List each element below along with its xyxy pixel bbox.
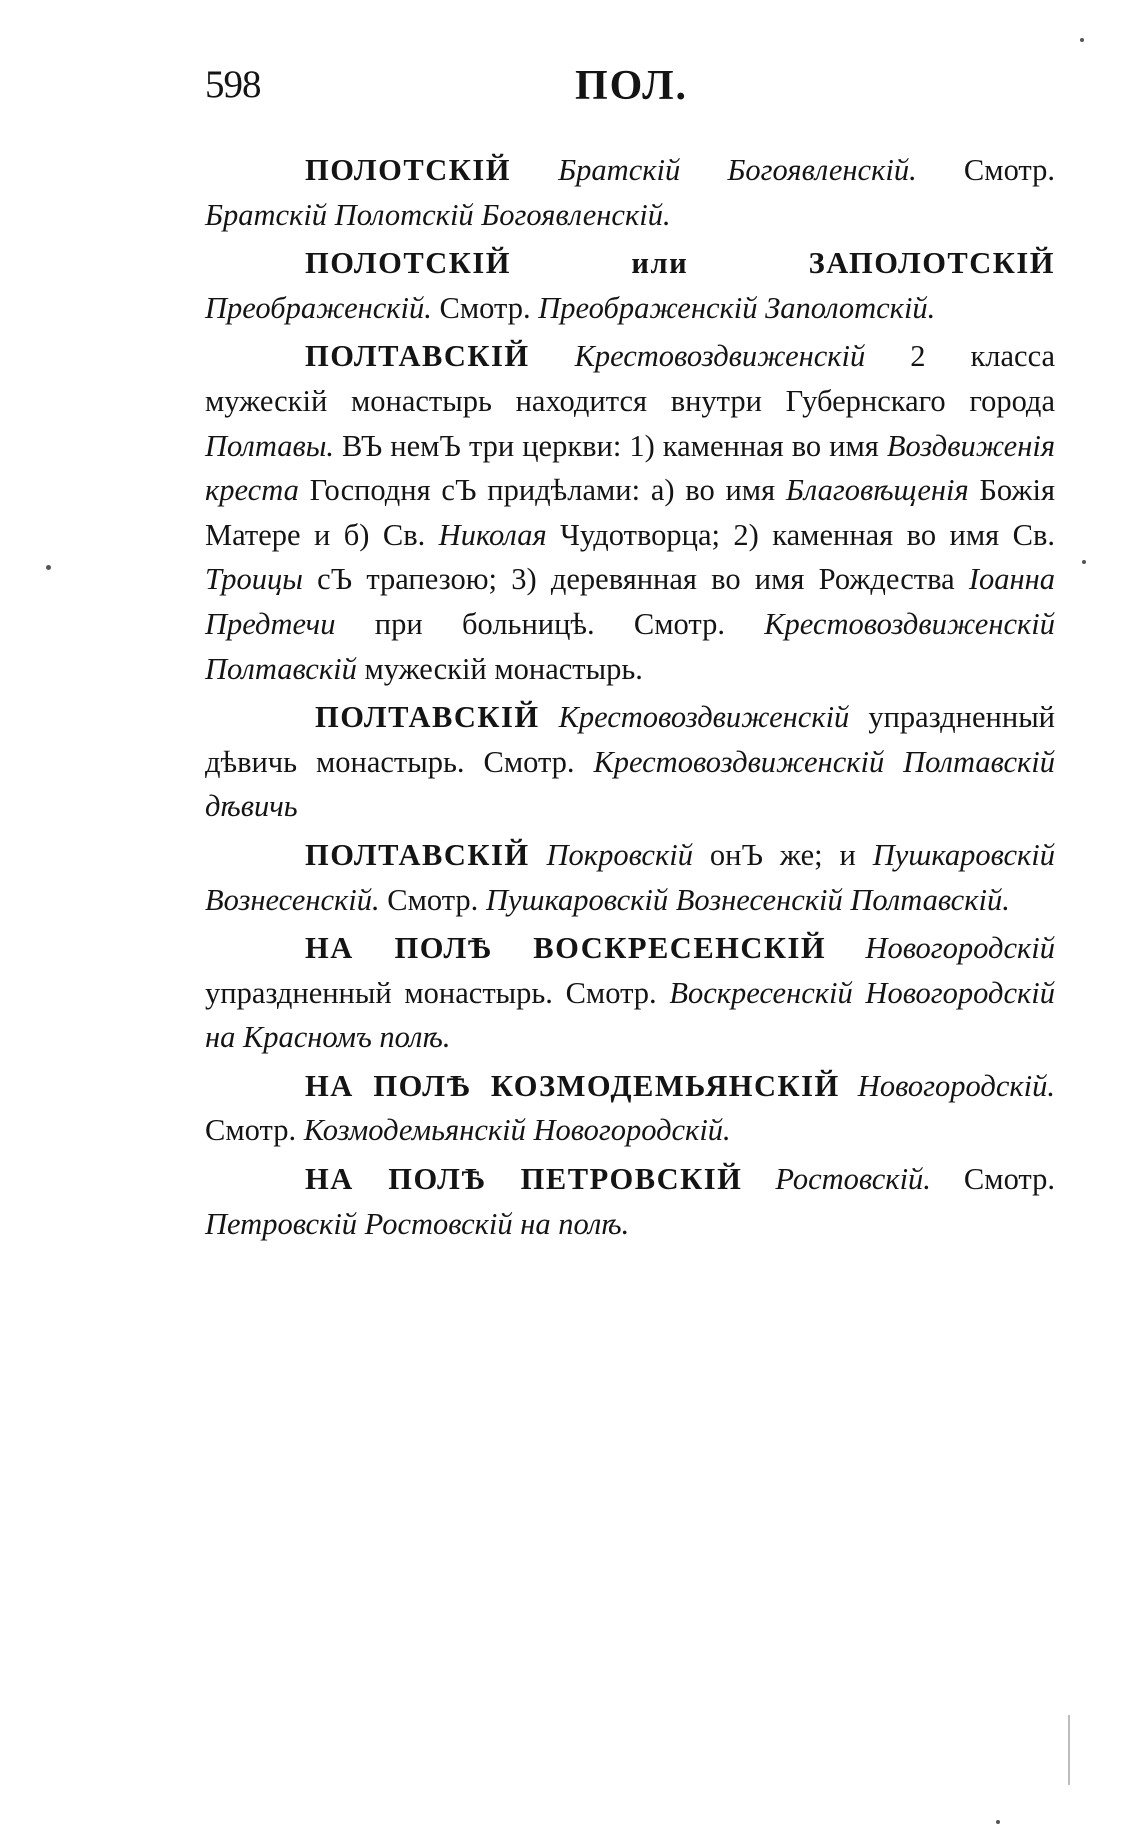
- entry-text-run: при больницѣ. Смотр.: [335, 606, 765, 641]
- entry-italic-run: Благовѣщенія: [785, 473, 969, 508]
- entry-cross-reference: Братскій Полотскій Богоявленскій.: [205, 197, 671, 232]
- entry-text-run: мужескій монастырь.: [356, 651, 643, 686]
- entry-poltavskiy-krestovozdvizhenskiy-male: [205, 334, 1055, 691]
- entry-text-run: Смотр.: [930, 1162, 1055, 1197]
- entry-text-run: сЪ трапезою; 3) деревянная во имя Рождества: [302, 562, 969, 597]
- entry-text-run: онЪ же; и: [692, 837, 873, 872]
- entry-headword: ПОЛТАВСКІЙ: [305, 837, 530, 872]
- entry-text-run: 2 класса мужескій монастырь находится внутри Губернскаго города: [205, 339, 1056, 418]
- entry-na-pole-petrovskiy: [205, 1157, 1055, 1246]
- entry-na-pole-voskresenskiy: [205, 926, 1055, 1060]
- entry-body: [205, 339, 1055, 685]
- page-header: [205, 62, 1030, 122]
- dictionary-entries: [205, 148, 1055, 1250]
- entry-italic-run: Воздвиженія креста: [205, 428, 1055, 508]
- entry-headword: ПОЛТАВСКІЙ: [315, 700, 540, 735]
- entry-cross-reference: Преображенскій Заполотскій.: [538, 290, 936, 325]
- entry-italic-run: Воскресенскій Новогородскій на Красномъ полѣ.: [205, 975, 1055, 1055]
- entry-headword: ПОЛТАВСКІЙ: [305, 339, 530, 374]
- entry-italic-run: Полтавы.: [205, 428, 334, 463]
- entry-text-run: ВЪ немЪ три церкви: 1) каменная во имя: [334, 428, 887, 463]
- entry-text-run: Чудотворца; 2) каменная во имя Св.: [546, 517, 1056, 552]
- entry-italic-run: Новогородскій.: [857, 1068, 1055, 1103]
- entry-na-pole-kozmodemyanskiy: [205, 1064, 1055, 1153]
- entry-headword: НА ПОЛѢ ПЕТРОВСКІЙ: [305, 1162, 743, 1197]
- entry-see-label: Смотр.: [439, 290, 531, 325]
- entry-text-run: Божія Матере и б) Св.: [205, 473, 1055, 552]
- scan-speck: [1080, 38, 1084, 42]
- entry-headword: НА ПОЛѢ ВОСКРЕСЕНСКІЙ: [305, 931, 827, 966]
- entry-poltavskiy-pokrovskiy: [205, 833, 1055, 922]
- entry-polotskiy-zapolotskiy: [205, 241, 1055, 330]
- entry-polotskiy-bratskiy: [205, 148, 1055, 237]
- entry-body: упраздненный дѣвичь монастырь. Смотр.: [205, 700, 1056, 779]
- entry-see-label: Смотр.: [963, 153, 1055, 187]
- entry-italic-run: Іоанна Предтечи: [205, 562, 1055, 641]
- scan-speck: [1082, 560, 1086, 564]
- entry-text-run: упраздненный монастырь. Смотр.: [205, 975, 670, 1010]
- entry-text-run: Господня сЪ придѣлами: а) во имя: [298, 473, 786, 508]
- entry-italic: Крестовоздвиженскій: [574, 339, 866, 374]
- entry-italic-run: Козмодемьянскій Новогородскій.: [303, 1113, 731, 1148]
- entry-cross-reference: Крестовоздвиженскій Полтавскій дѣвичь: [205, 744, 1055, 824]
- scan-edge-mark: [1068, 1715, 1070, 1785]
- entry-italic: Братскій Богоявленскій.: [558, 153, 917, 187]
- entry-italic-run: Новогородскій: [865, 931, 1055, 966]
- entry-italic: Крестовоздвиженскій: [558, 700, 850, 735]
- scan-speck: [46, 565, 51, 570]
- entry-italic-run: Пушкаровскій Вознесенскій Полтавскій.: [485, 882, 1010, 917]
- scan-speck: [996, 1820, 1000, 1824]
- entry-headword: ПОЛОТСКІЙ: [305, 153, 511, 187]
- entry-headword: НА ПОЛѢ КОЗМОДЕМЬЯНСКІЙ: [305, 1068, 840, 1103]
- entry-poltavskiy-krestovozdvizhenskiy-female: [205, 695, 1055, 829]
- entry-italic-run: Троицы: [205, 562, 303, 597]
- entry-italic: Преображенскій.: [205, 290, 432, 325]
- entry-headword: ПОЛОТСКІЙ или ЗАПОЛОТСКІЙ: [305, 246, 1055, 281]
- entry-text-run: Смотр.: [379, 882, 486, 917]
- running-head: ПОЛ.: [575, 63, 689, 109]
- entry-italic-run: Петровскій Ростовскій на полѣ.: [205, 1206, 630, 1241]
- entry-text-run: Смотр.: [205, 1113, 304, 1148]
- entry-italic-run: Ростовскій.: [775, 1162, 931, 1197]
- entry-italic-run: Крестовоздвиженскій Полтавскій: [205, 606, 1055, 686]
- entry-italic-run: Пушкаровскій Вознесенскій.: [205, 837, 1055, 917]
- page-number: 598: [205, 63, 261, 106]
- entry-italic-run: Николая: [438, 517, 547, 552]
- entry-italic-run: Покровскій: [546, 837, 693, 872]
